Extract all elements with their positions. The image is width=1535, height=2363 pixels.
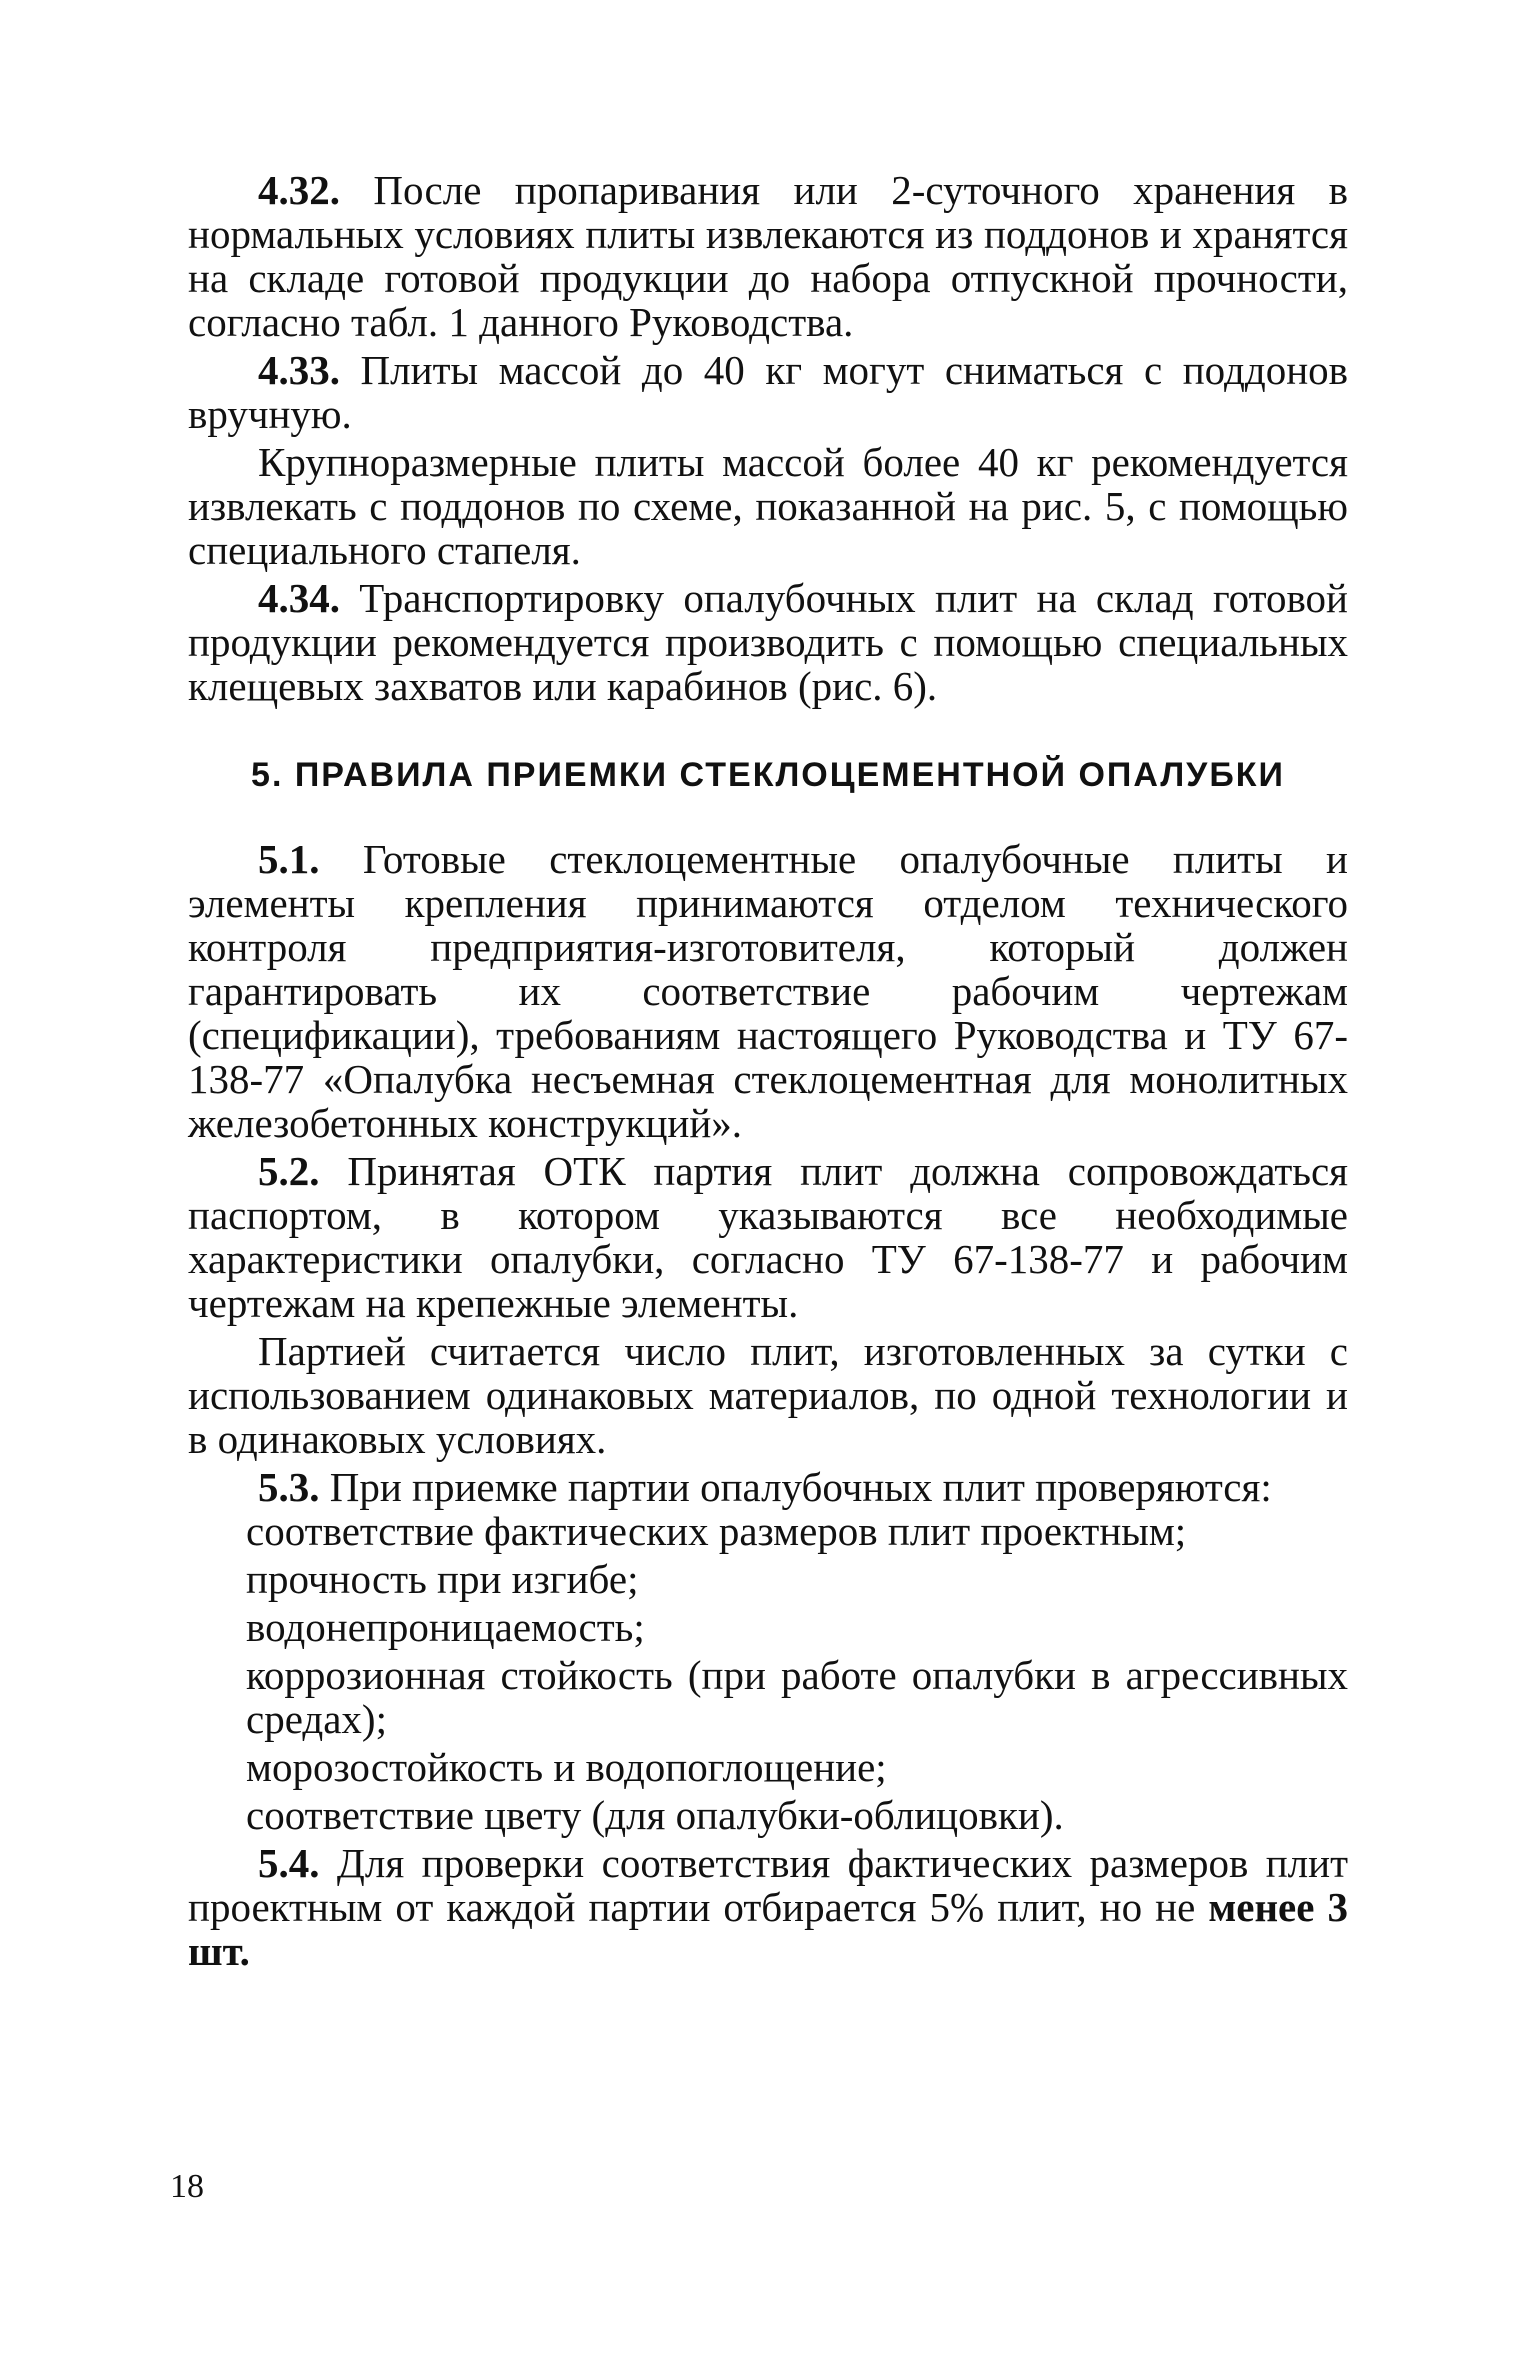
paragraph-4-34 [188,576,1348,708]
clause-number: 4.32. [258,167,340,213]
paragraph-5-1 [188,837,1348,1145]
emphasis-text: менее 3 шт. [188,1884,1348,1974]
clause-number: 5.1. [258,836,320,882]
paragraph-text: Принятая ОТК партия плит должна сопровождаться паспортом, в котором указываются все необходимые характеристики опалубки, согласно ТУ 67-138-77 и рабочим чертежам на крепежные элементы. [188,1148,1348,1326]
page-number: 18 [170,2168,204,2205]
list-item: соответствие цвету (для опалубки-облицовки). [246,1792,1064,1838]
paragraph-batch-definition [188,1329,1348,1461]
clause-number: 4.33. [258,347,340,393]
paragraph-text: Крупноразмерные плиты массой более 40 кг рекомендуется извлекать с поддонов по схеме, показанной на рис. 5, с помощью специального стапеля. [188,439,1348,573]
paragraph-text: Готовые стеклоцементные опалубочные плиты и элементы крепления принимаются отделом технического контроля предприятия-изготовителя, который должен гарантировать их соответствие рабочим чертежам (спецификации), требованиям настоящего Руководства и ТУ 67-138-77 «Опалубка несъемная стеклоцементная для монолитных железобетонных конструкций». [188,836,1348,1146]
paragraph-text: Партией считается число плит, изготовленных за сутки с использованием одинаковых материалов, по одной технологии и в одинаковых условиях. [188,1328,1348,1462]
clause-number: 5.3. [258,1464,320,1510]
paragraph-text: Для проверки соответствия фактических размеров плит проектным от каждой партии отбирается 5% плит, но не [188,1840,1348,1930]
paragraph-5-2 [188,1149,1348,1325]
list-item: коррозионная стойкость (при работе опалубки в агрессивных средах); [246,1652,1348,1742]
paragraph-4-32 [188,168,1348,344]
list-item: соответствие фактических размеров плит проектным; [246,1508,1187,1554]
paragraph-5-4 [188,1841,1348,1973]
paragraph-text: Плиты массой до 40 кг могут сниматься с поддонов вручную. [188,347,1348,437]
list-item: прочность при изгибе; [246,1556,639,1602]
document-page [188,168,1348,1973]
list-item: морозостойкость и водопоглощение; [246,1744,887,1790]
paragraph-text: При приемке партии опалубочных плит проверяются: [319,1464,1272,1510]
paragraph-4-33 [188,348,1348,436]
paragraph-5-3 [188,1465,1348,1509]
paragraph-large-plates [188,440,1348,572]
paragraph-text: После пропаривания или 2-суточного хранения в нормальных условиях плиты извлекаются из поддонов и хранятся на складе готовой продукции до набора отпускной прочности, согласно табл. 1 данного Руководства. [188,167,1348,345]
list-item: водонепроницаемость; [246,1604,645,1650]
clause-number: 4.34. [258,575,340,621]
clause-number: 5.2. [258,1148,320,1194]
paragraph-text: Транспортировку опалубочных плит на склад готовой продукции рекомендуется производить с помощью специальных клещевых захватов или карабинов (рис. 6). [188,575,1348,709]
section-heading: 5. ПРАВИЛА ПРИЕМКИ СТЕКЛОЦЕМЕНТНОЙ ОПАЛУБКИ [251,756,1285,794]
clause-number: 5.4. [258,1840,320,1886]
checklist [188,1509,1348,1837]
